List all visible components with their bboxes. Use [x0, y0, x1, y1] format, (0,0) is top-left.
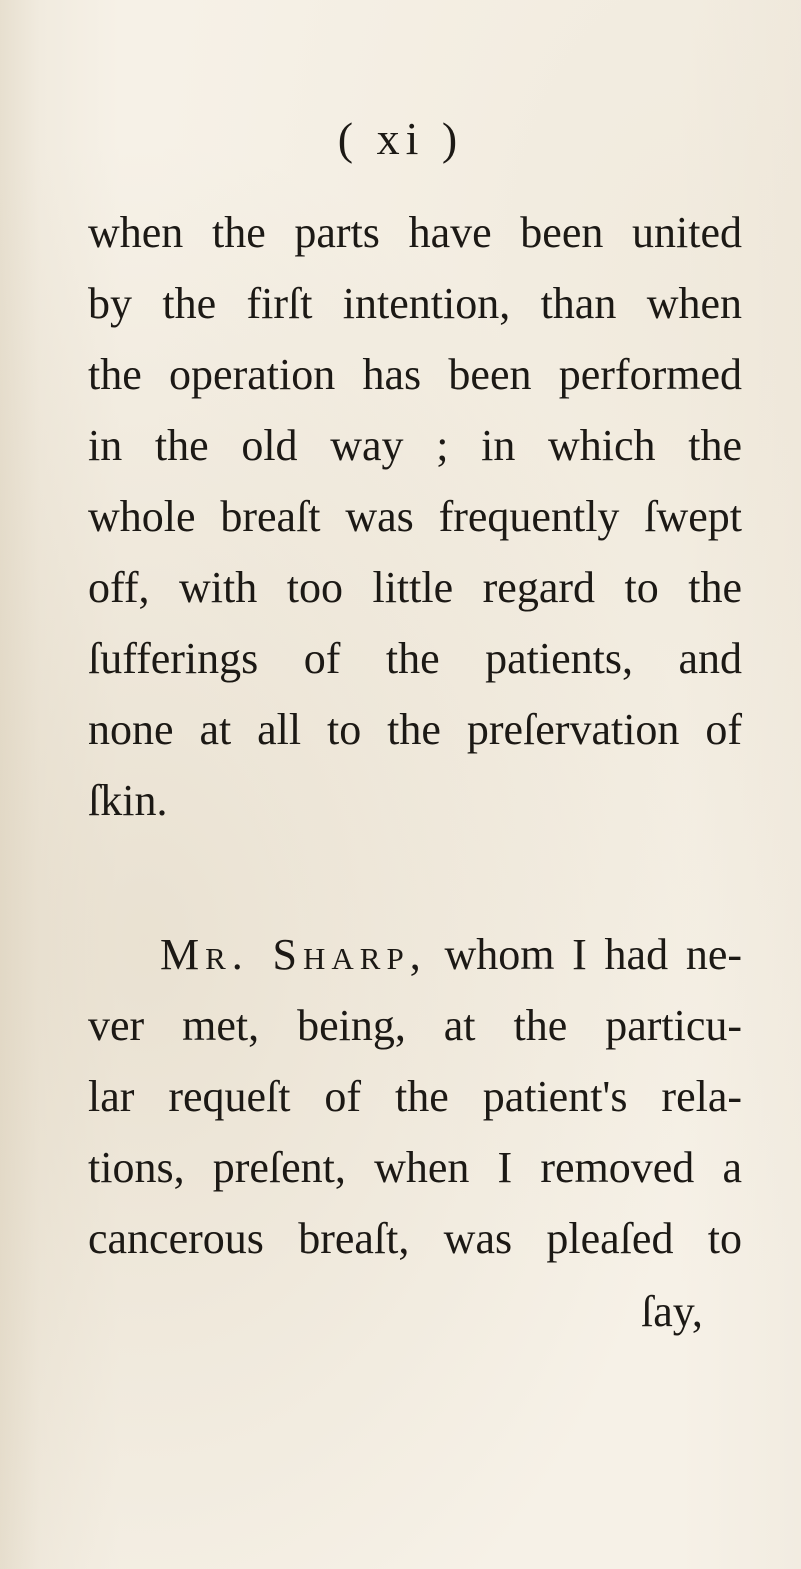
- name-small-caps: Mr. Sharp,: [160, 930, 427, 979]
- text-fragment: whom I had ne-: [444, 930, 742, 979]
- text-line: tions, preſent, when I removed a: [88, 1143, 742, 1192]
- text-line: in the old way ; in which the: [88, 421, 742, 470]
- catchword: ſay,: [641, 1287, 703, 1336]
- text-line: ver met, being, at the particu-: [88, 1001, 742, 1050]
- text-line: when the parts have been united: [88, 208, 742, 257]
- text-line: lar requeſt of the patient's rela-: [88, 1072, 742, 1121]
- text-line: cancerous breaſt, was pleaſed to: [88, 1214, 742, 1263]
- text-line: by the firſt intention, than when: [88, 279, 742, 328]
- text-line: off, with too little regard to the: [88, 563, 742, 612]
- paragraph-opening-line: [160, 930, 742, 979]
- text-line: ſkin.: [88, 776, 168, 825]
- page-number: ( xi ): [337, 113, 464, 164]
- text-line: the operation has been performed: [88, 350, 742, 399]
- text-line: none at all to the preſervation of: [88, 705, 742, 754]
- text-line: whole breaſt was frequently ſwept: [88, 492, 742, 541]
- text-line: ſufferings of the patients, and: [88, 634, 742, 683]
